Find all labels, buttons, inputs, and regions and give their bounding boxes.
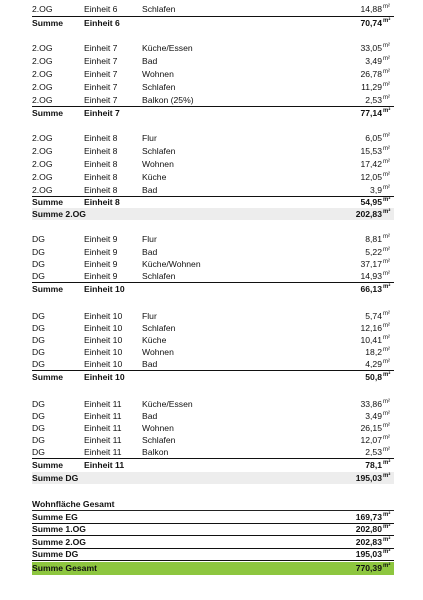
table-row <box>32 3 394 15</box>
room-cell: Küche <box>142 335 167 345</box>
unit-sum-row <box>32 459 394 471</box>
table-row <box>32 310 394 322</box>
room-cell: Flur <box>142 234 157 244</box>
unit-cell: Einheit 11 <box>84 423 122 433</box>
table-row <box>32 346 394 358</box>
room-cell: Schlafen <box>142 82 176 92</box>
floor-cell: 2.OG <box>32 172 53 182</box>
area-unit: m² <box>383 460 391 466</box>
room-cell: Küche/Essen <box>142 43 193 53</box>
unit-cell: Einheit 7 <box>84 108 120 118</box>
total-row <box>32 548 394 561</box>
table-row <box>32 145 394 157</box>
floor-cell: DG <box>32 411 45 421</box>
area-unit: m² <box>383 4 390 10</box>
area-value: 18,2 <box>365 347 382 357</box>
unit-sum-row <box>32 371 394 383</box>
area-value: 33,05 <box>360 43 382 53</box>
sum-label: Summe 2.OG <box>32 537 86 547</box>
table-row <box>32 132 394 144</box>
area-value: 26,15 <box>360 423 382 433</box>
area-unit: m² <box>383 347 390 353</box>
floor-cell: DG <box>32 447 45 457</box>
room-cell: Küche <box>142 172 167 182</box>
area-value: 66,13 <box>360 284 382 294</box>
floor-cell: DG <box>32 323 45 333</box>
area-value: 3,49 <box>365 56 382 66</box>
total-row <box>32 523 394 536</box>
floor-cell: DG <box>32 247 45 257</box>
area-unit: m² <box>383 146 390 152</box>
area-value: 26,78 <box>360 69 382 79</box>
area-value: 11,29 <box>361 82 382 92</box>
area-unit: m² <box>383 271 390 277</box>
area-unit: m² <box>383 563 391 569</box>
area-unit: m² <box>383 473 391 479</box>
room-cell: Schlafen <box>142 435 176 445</box>
floor-cell: 2.OG <box>32 146 53 156</box>
area-unit: m² <box>383 423 390 429</box>
room-cell: Balkon <box>142 447 169 457</box>
unit-cell: Einheit 10 <box>84 284 125 294</box>
sum-label: Summe EG <box>32 512 78 522</box>
floor-cell: DG <box>32 271 45 281</box>
area-unit: m² <box>383 323 390 329</box>
floor-cell: 2.OG <box>32 185 53 195</box>
area-value: 5,74 <box>365 311 382 321</box>
table-row <box>32 270 394 283</box>
area-value: 202,83 <box>355 537 382 547</box>
room-cell: Schlafen <box>142 271 176 281</box>
unit-cell: Einheit 11 <box>84 411 122 421</box>
area-value: 2,53 <box>365 447 382 457</box>
unit-cell: Einheit 9 <box>84 271 118 281</box>
floor-cell: DG <box>32 347 45 357</box>
room-cell: Balkon (25%) <box>142 95 194 105</box>
area-unit: m² <box>383 411 390 417</box>
floor-cell: 2.OG <box>32 56 53 66</box>
table-row <box>32 398 394 410</box>
unit-sum-row <box>32 196 394 208</box>
unit-sum-row <box>32 16 394 29</box>
area-value: 195,03 <box>355 549 382 559</box>
area-unit: m² <box>383 82 390 88</box>
room-cell: Wohnen <box>142 423 174 433</box>
area-value: 54,95 <box>360 197 382 207</box>
table-row <box>32 446 394 459</box>
area-unit: m² <box>383 43 390 49</box>
floor-cell: DG <box>32 234 45 244</box>
floor-cell: DG <box>32 423 45 433</box>
unit-sum-row <box>32 107 394 119</box>
unit-cell: Einheit 7 <box>84 95 118 105</box>
area-value: 17,42 <box>360 159 382 169</box>
table-row <box>32 94 394 107</box>
table-row <box>32 233 394 245</box>
area-value: 8,81 <box>365 234 382 244</box>
floor-cell: 2.OG <box>32 43 53 53</box>
floor-cell: 2.OG <box>32 4 53 14</box>
room-cell: Bad <box>142 411 158 421</box>
area-value: 5,22 <box>365 247 382 257</box>
area-unit: m² <box>383 247 390 253</box>
area-unit: m² <box>383 209 391 215</box>
unit-cell: Einheit 8 <box>84 159 118 169</box>
sum-label: Summe <box>32 197 64 207</box>
table-row <box>32 258 394 270</box>
area-value: 77,14 <box>360 108 382 118</box>
floor-cell: DG <box>32 359 45 369</box>
unit-cell: Einheit 6 <box>84 4 118 14</box>
room-cell: Bad <box>142 359 158 369</box>
area-unit: m² <box>383 537 391 543</box>
unit-cell: Einheit 10 <box>84 323 123 333</box>
unit-cell: Einheit 10 <box>84 359 123 369</box>
sum-label: Summe <box>32 108 64 118</box>
area-value: 3,49 <box>365 411 382 421</box>
area-value: 12,16 <box>360 323 382 333</box>
room-cell: Küche/Wohnen <box>142 259 201 269</box>
unit-cell: Einheit 10 <box>84 372 125 382</box>
area-value: 15,53 <box>360 146 382 156</box>
grand-total-row <box>32 562 394 575</box>
area-unit: m² <box>383 284 391 290</box>
room-cell: Bad <box>142 185 158 195</box>
grand-total-label: Summe Gesamt <box>32 563 97 573</box>
area-value: 202,83 <box>355 209 382 219</box>
area-value: 12,05 <box>360 172 382 182</box>
area-unit: m² <box>383 133 390 139</box>
sum-label: Summe <box>32 460 64 470</box>
area-unit: m² <box>383 95 390 101</box>
unit-cell: Einheit 7 <box>84 69 118 79</box>
room-cell: Wohnen <box>142 347 174 357</box>
unit-cell: Einheit 11 <box>84 399 122 409</box>
floor-sum-row <box>32 208 394 220</box>
area-unit: m² <box>383 549 391 555</box>
table-row <box>32 68 394 80</box>
area-value: 70,74 <box>360 18 382 28</box>
unit-cell: Einheit 7 <box>84 82 118 92</box>
floor-cell: 2.OG <box>32 95 53 105</box>
unit-cell: Einheit 11 <box>84 460 125 470</box>
table-row <box>32 322 394 334</box>
unit-cell: Einheit 11 <box>84 447 122 457</box>
table-row <box>32 422 394 434</box>
area-value: 14,93 <box>360 271 382 281</box>
unit-cell: Einheit 6 <box>84 18 120 28</box>
area-unit: m² <box>383 172 390 178</box>
area-unit: m² <box>383 372 391 378</box>
area-value: 14,88 <box>360 4 382 14</box>
area-value: 10,41 <box>360 335 382 345</box>
unit-cell: Einheit 10 <box>84 335 123 345</box>
unit-cell: Einheit 9 <box>84 259 118 269</box>
sum-label: Summe DG <box>32 549 79 559</box>
area-value: 169,73 <box>355 512 382 522</box>
room-cell: Bad <box>142 56 158 66</box>
unit-cell: Einheit 8 <box>84 197 120 207</box>
floor-cell: 2.OG <box>32 69 53 79</box>
table-row <box>32 246 394 258</box>
floor-cell: 2.OG <box>32 159 53 169</box>
area-unit: m² <box>383 524 391 530</box>
room-cell: Flur <box>142 133 157 143</box>
area-value: 12,07 <box>360 435 382 445</box>
sum-label: Summe DG <box>32 473 79 483</box>
sum-label: Summe <box>32 284 64 294</box>
area-value: 50,8 <box>365 372 382 382</box>
area-value: 195,03 <box>355 473 382 483</box>
room-cell: Küche/Essen <box>142 399 193 409</box>
table-row <box>32 358 394 371</box>
area-value: 33,86 <box>360 399 382 409</box>
unit-sum-row <box>32 283 394 295</box>
table-row <box>32 171 394 183</box>
floor-cell: DG <box>32 435 45 445</box>
floor-cell: DG <box>32 335 45 345</box>
unit-cell: Einheit 7 <box>84 56 118 66</box>
room-cell: Wohnen <box>142 69 174 79</box>
table-row <box>32 42 394 54</box>
area-value: 202,80 <box>355 524 382 534</box>
table-row <box>32 81 394 93</box>
floor-cell: DG <box>32 399 45 409</box>
area-value: 3,9 <box>370 185 382 195</box>
unit-cell: Einheit 8 <box>84 172 118 182</box>
sum-label: Summe 2.OG <box>32 209 86 219</box>
area-unit: m² <box>383 197 391 203</box>
area-unit: m² <box>383 108 391 114</box>
room-cell: Schlafen <box>142 4 176 14</box>
area-unit: m² <box>383 234 390 240</box>
sum-label: Summe <box>32 18 64 28</box>
unit-cell: Einheit 9 <box>84 234 118 244</box>
table-row <box>32 55 394 67</box>
area-value: 2,53 <box>365 95 382 105</box>
floor-sum-row <box>32 472 394 484</box>
area-unit: m² <box>383 56 390 62</box>
section-heading <box>32 498 394 511</box>
area-unit: m² <box>383 69 390 75</box>
area-unit: m² <box>383 311 390 317</box>
table-row <box>32 334 394 346</box>
area-unit: m² <box>383 185 390 191</box>
area-value: 37,17 <box>360 259 382 269</box>
area-unit: m² <box>383 259 390 265</box>
area-unit: m² <box>383 359 390 365</box>
total-heading: Wohnfläche Gesamt <box>32 499 115 509</box>
area-unit: m² <box>383 512 391 518</box>
sum-label: Summe <box>32 372 64 382</box>
area-unit: m² <box>383 435 390 441</box>
area-unit: m² <box>383 159 390 165</box>
unit-cell: Einheit 10 <box>84 347 123 357</box>
area-unit: m² <box>383 18 391 24</box>
room-cell: Bad <box>142 247 158 257</box>
area-unit: m² <box>383 447 390 453</box>
room-cell: Schlafen <box>142 146 176 156</box>
floor-cell: DG <box>32 259 45 269</box>
unit-cell: Einheit 8 <box>84 185 118 195</box>
area-unit: m² <box>383 335 390 341</box>
table-row <box>32 410 394 422</box>
grand-total-value: 770,39 <box>355 563 382 573</box>
unit-cell: Einheit 9 <box>84 247 118 257</box>
floor-cell: 2.OG <box>32 133 53 143</box>
area-value: 6,05 <box>365 133 382 143</box>
floor-cell: DG <box>32 311 45 321</box>
unit-cell: Einheit 10 <box>84 311 123 321</box>
floor-cell: 2.OG <box>32 82 53 92</box>
area-value: 78,1 <box>365 460 382 470</box>
unit-cell: Einheit 11 <box>84 435 122 445</box>
unit-cell: Einheit 8 <box>84 146 118 156</box>
table-row <box>32 158 394 170</box>
room-cell: Flur <box>142 311 157 321</box>
unit-cell: Einheit 8 <box>84 133 118 143</box>
area-unit: m² <box>383 399 390 405</box>
room-cell: Wohnen <box>142 159 174 169</box>
sum-label: Summe 1.OG <box>32 524 86 534</box>
area-value: 4,29 <box>365 359 382 369</box>
table-row <box>32 434 394 446</box>
unit-cell: Einheit 7 <box>84 43 118 53</box>
room-cell: Schlafen <box>142 323 176 333</box>
